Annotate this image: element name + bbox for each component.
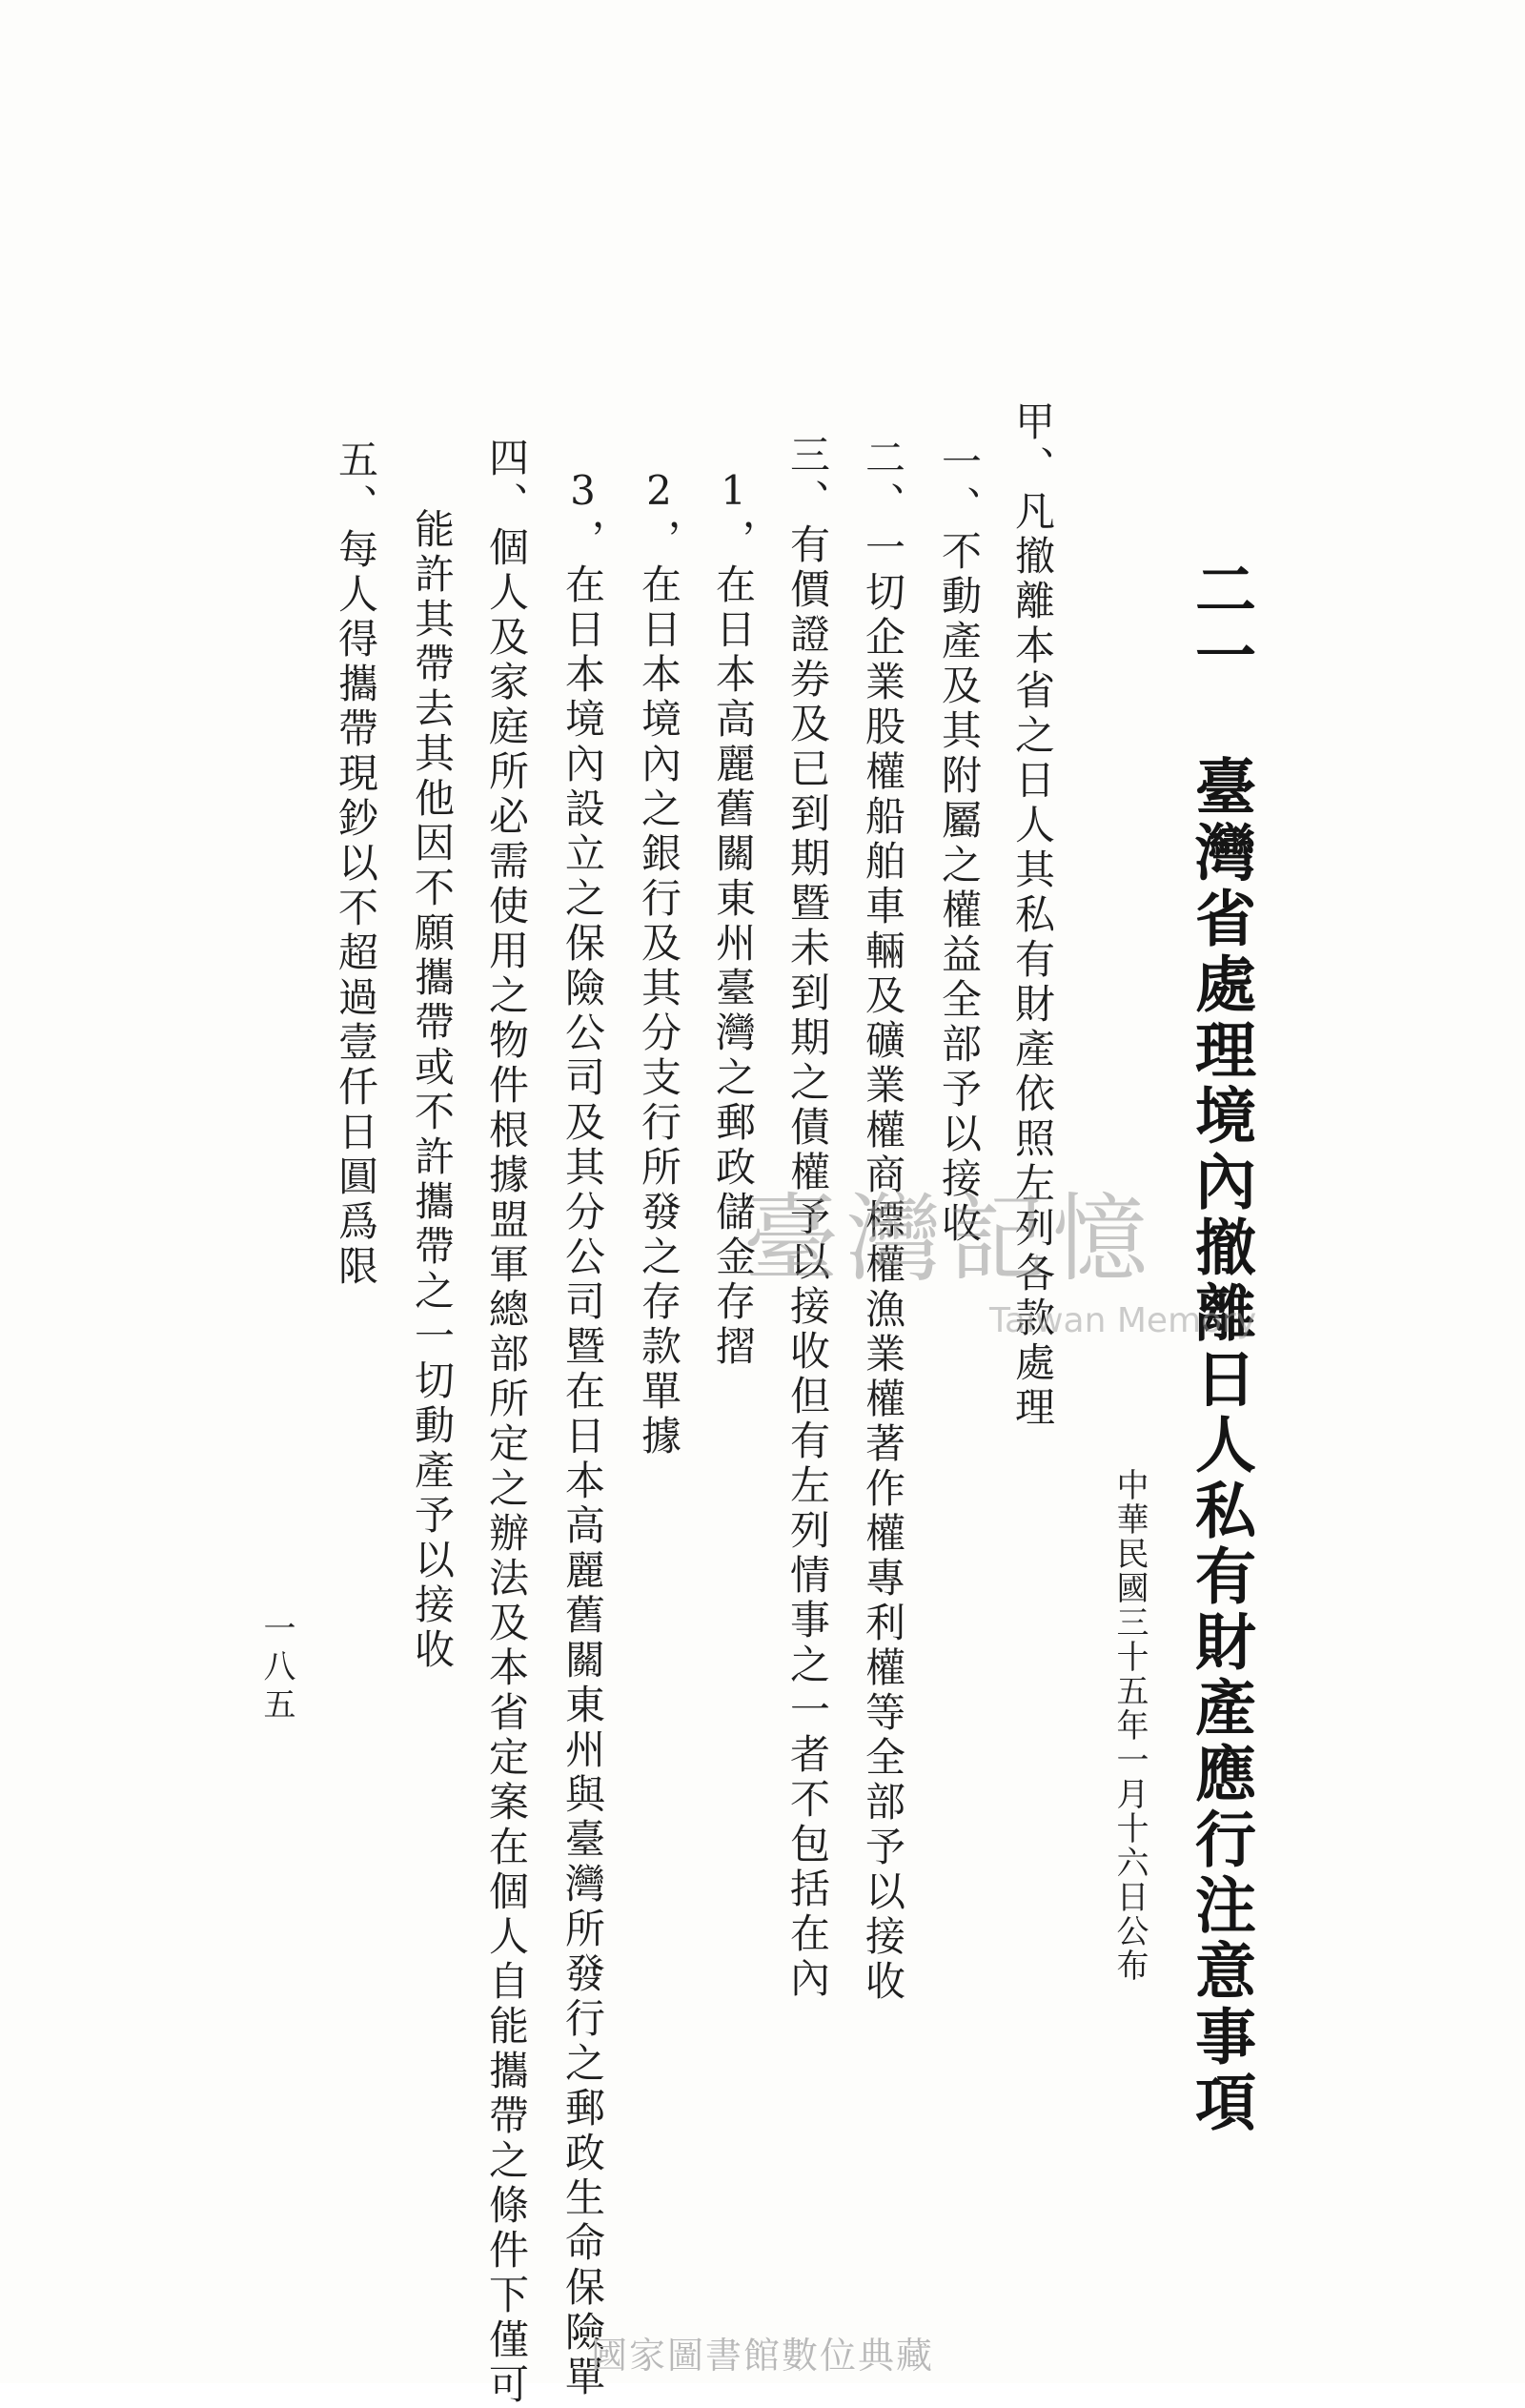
item-2: 二、一切企業股權船舶車輛及礦業權商標權漁業權著作權專利權等全部予以接收 bbox=[860, 437, 906, 2005]
item-4: 四、個人及家庭所必需使用之物件根據盟軍總部所定之辦法及本省定案在個人自能攜帶之條件下僅可 bbox=[483, 437, 530, 2408]
document-title: 二一 臺灣省處理境內撤離日人私有財產應行注意事項 bbox=[1185, 558, 1256, 2136]
item-5: 五、每人得攜帶現鈔以不超過壹仟日圓爲限 bbox=[333, 439, 379, 1290]
page-number: 一八五 bbox=[257, 1611, 295, 1725]
clause-jia: 甲、凡撤離本省之日人其私有財產依照左列各款處理 bbox=[1009, 400, 1056, 1431]
subitem-3-3: 3，在日本境內設立之保險公司及其分公司暨在日本高麗舊關東州與臺灣所發行之郵政生命保險單 bbox=[559, 467, 606, 2400]
watermark-subtext: Taiwan Memory bbox=[989, 1301, 1257, 1340]
footer-collection-label: 國家圖書館數位典藏 bbox=[590, 2335, 934, 2377]
promulgation-date: 中華民國三十五年一月十六日公布 bbox=[1110, 1468, 1149, 1983]
watermark-logo-text: 臺灣記憶 bbox=[743, 1183, 1155, 1295]
taiwan-memory-watermark bbox=[743, 1183, 1257, 1344]
subitem-3-2: 2，在日本境內之銀行及其分支行所發之存款單據 bbox=[636, 467, 682, 1459]
subitem-3-1: 1，在日本高麗舊關東州臺灣之郵政儲金存摺 bbox=[710, 467, 757, 1370]
item-1: 一、不動產及其附屬之權益全部予以接收 bbox=[936, 440, 983, 1247]
item-3: 三、有價證券及已到期暨未到期之債權予以接收但有左列情事之一者不包括在內 bbox=[784, 434, 831, 2002]
item-4-continued: 能許其帶去其他因不願攜帶或不許攜帶之一切動產予以接收 bbox=[409, 508, 456, 1673]
